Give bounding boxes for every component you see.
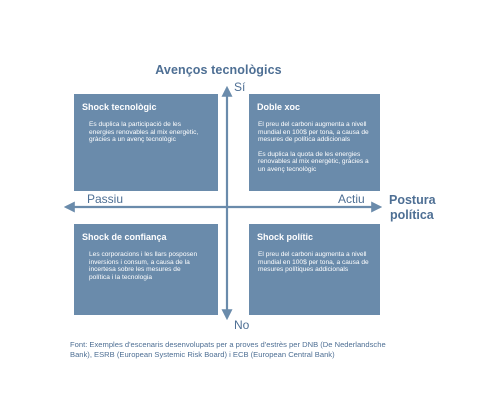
quadrant-shock-de-confianca [74, 224, 218, 315]
source-note: Font: Exemples d'escenaris desenvolupats per a proves d'estrès per DNB (De Nederlandsche Bank), ESRB (European Systemic Risk Board) i ECB (European Central Bank) [70, 340, 386, 359]
quadrant-doble-xoc [249, 94, 380, 191]
x-axis-right-label: Actiu [338, 192, 365, 206]
x-axis-title-line2: política [390, 208, 434, 222]
y-axis-top-label: Sí [234, 80, 246, 94]
x-axis-left-label: Passiu [87, 192, 124, 206]
quadrant-shock-tecnologic [74, 94, 218, 191]
x-axis-title [389, 193, 436, 223]
quadrant-text: Les corporacions i les llars posposen inversions i consum, a causa de la incertesa sobre les mesures de política i la tecnologia [89, 251, 198, 281]
quadrant-title: Shock tecnològic [82, 102, 157, 112]
quadrant-shock-politic [249, 224, 380, 315]
quadrant-text: Es duplica la participació de les energies renovables al mix energètic, gràcies a un avenç tecnològic [89, 121, 199, 144]
quadrant-title: Shock de confiança [82, 232, 167, 242]
quadrant-text: El preu del carboni augmenta a nivell mundial en 100$ per tona, a causa de mesures de política addicionals [258, 121, 369, 144]
quadrant-title: Doble xoc [257, 102, 301, 112]
quadrant-text: El preu del carboni augmenta a nivell mundial en 100$ per tona, a causa de mesures polítiques addicionals [258, 251, 369, 274]
quadrant-text: Es duplica la quota de les energies renovables al mix energètic, gràcies a un avenç tecnològic [258, 150, 369, 173]
y-axis-bottom-label: No [234, 318, 250, 332]
y-axis-title: Avenços tecnològics [155, 63, 282, 77]
quadrant-title: Shock polític [257, 232, 314, 242]
x-axis-title-line1: Postura [389, 193, 436, 207]
